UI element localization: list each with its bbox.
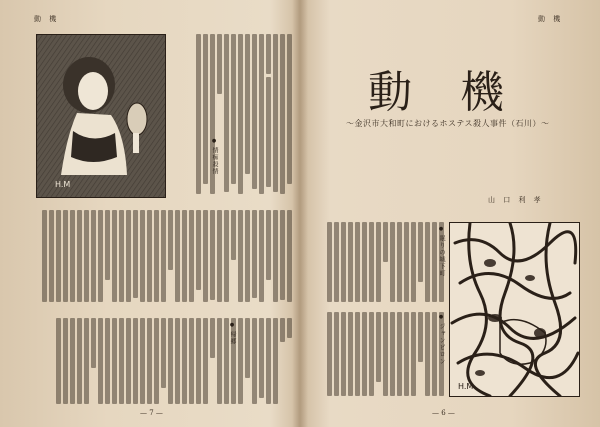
left-section-heading-1: ● 情痴殺情 [210, 138, 219, 175]
left-top-right-text-block [172, 34, 292, 196]
right-section-heading-1: ● 眠りの城下町 [437, 226, 446, 277]
left-middle-text-block [36, 210, 292, 305]
right-page-number: — 6 — [432, 409, 455, 417]
article-subtitle: 〜金沢市大和町におけるホステス殺人事件（石川）〜 [346, 119, 550, 128]
left-page-number: — 7 — [140, 409, 163, 417]
left-illustration-signature: H.M [55, 180, 71, 189]
right-upper-text-block [320, 222, 444, 304]
right-running-header: 動 機 [538, 15, 564, 23]
right-illustration [449, 222, 580, 397]
left-running-header: 動 機 [34, 15, 60, 23]
article-author: 山 口 利 孝 [488, 196, 544, 204]
left-bottom-text-block [36, 318, 292, 406]
left-illustration [36, 34, 166, 198]
right-section-heading-2: ● ジャンピロン [437, 314, 446, 365]
right-lower-text-block [320, 312, 444, 398]
article-title: 動機 [368, 67, 552, 118]
woman-mirror-illustration [37, 35, 165, 197]
gutter-shadow [292, 0, 308, 427]
right-illustration-signature: H.M [458, 382, 474, 391]
left-section-heading-2: ● 帰郷 [228, 322, 237, 345]
abstract-net-illustration [450, 223, 579, 396]
